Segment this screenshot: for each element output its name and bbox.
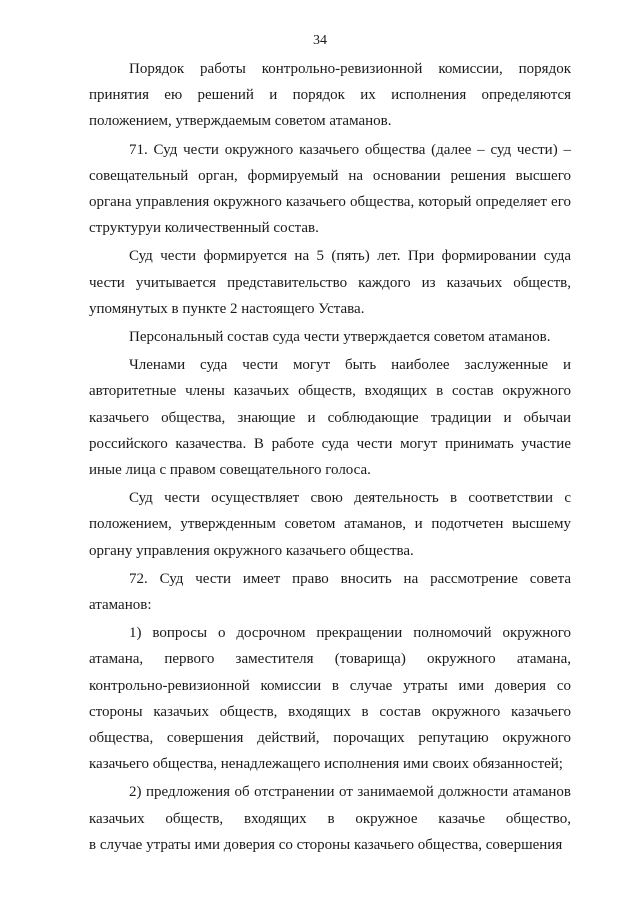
paragraph-item-72-2 (89, 779, 571, 858)
text-line: в случае утраты ими доверия со стороны казачьего общества, совершения (89, 836, 563, 853)
text-line: российского казачества. В работе суда чести могут принимать участие (89, 435, 571, 452)
text-line: Порядок работы контрольно-ревизионной комиссии, порядок (129, 61, 571, 77)
text-line: органу управления окружного казачьего общества. (89, 542, 414, 559)
paragraph-members (89, 352, 571, 483)
text-line: казачьих обществ, входящих в окружное казачье общество, (89, 810, 571, 827)
page-number: 34 (313, 33, 327, 48)
paragraph-item-71 (89, 137, 571, 242)
text-line: иные лица с правом совещательного голоса. (89, 462, 371, 479)
paragraph-item-72 (89, 566, 571, 618)
text-line: Суд чести осуществляет свою деятельность в соответствии с (129, 490, 571, 507)
text-line: атаманов: (89, 597, 152, 614)
paragraph-personal-composition (89, 324, 571, 350)
paragraph-commission-order (89, 56, 571, 135)
text-line: 71. Суд чести окружного казачьего общества (далее – суд чести) – (129, 141, 571, 158)
text-line: совещательный орган, формируемый на основании решения высшего (89, 167, 571, 184)
text-line: принятия ею решений и порядок их исполнения определяются (89, 87, 571, 104)
text-line: стороны казачьих обществ, входящих в состав окружного казачьего (89, 703, 571, 720)
text-line: положением, утвержденным советом атаманов, и подотчетен высшему (89, 516, 571, 533)
paragraph-activity (89, 485, 571, 564)
text-line: казачьего общества, ненадлежащего исполнения ими своих обязанностей; (89, 756, 563, 773)
text-line: упомянутых в пункте 2 настоящего Устава. (89, 300, 365, 317)
paragraph-item-72-1 (89, 620, 571, 777)
text-line: авторитетные члены казачьих обществ, входящих в состав окружного (89, 383, 571, 400)
text-line: контрольно-ревизионной комиссии в случае утраты ими доверия со (89, 677, 571, 694)
text-line: 1) вопросы о досрочном прекращении полномочий окружного (129, 625, 571, 642)
text-line: 72. Суд чести имеет право вносить на рассмотрение совета (129, 570, 571, 587)
text-line: чести учитывается представительство каждого из казачьих обществ, (89, 274, 571, 291)
text-line: общества, совершения действий, порочащих репутацию окружного (89, 730, 571, 747)
text-line: органа управления окружного казачьего общества, который определяет его (89, 194, 571, 211)
document-body (89, 56, 571, 858)
text-line: Суд чести формируется на 5 (пять) лет. При формировании суда (129, 248, 571, 265)
text-line: структуруи количественный состав. (89, 220, 319, 237)
text-line: Членами суда чести могут быть наиболее заслуженные и (129, 357, 571, 374)
text-line: атамана, первого заместителя (товарища) окружного атамана, (89, 651, 571, 668)
text-line: положением, утверждаемым советом атаманов. (89, 113, 392, 130)
text-line: 2) предложения об отстранении от занимаемой должности атаманов (129, 784, 571, 801)
text-line: Персональный состав суда чести утверждается советом атаманов. (129, 329, 551, 346)
paragraph-term (89, 243, 571, 322)
text-line: казачьего общества, знающие и соблюдающие традиции и обычаи (89, 409, 571, 426)
